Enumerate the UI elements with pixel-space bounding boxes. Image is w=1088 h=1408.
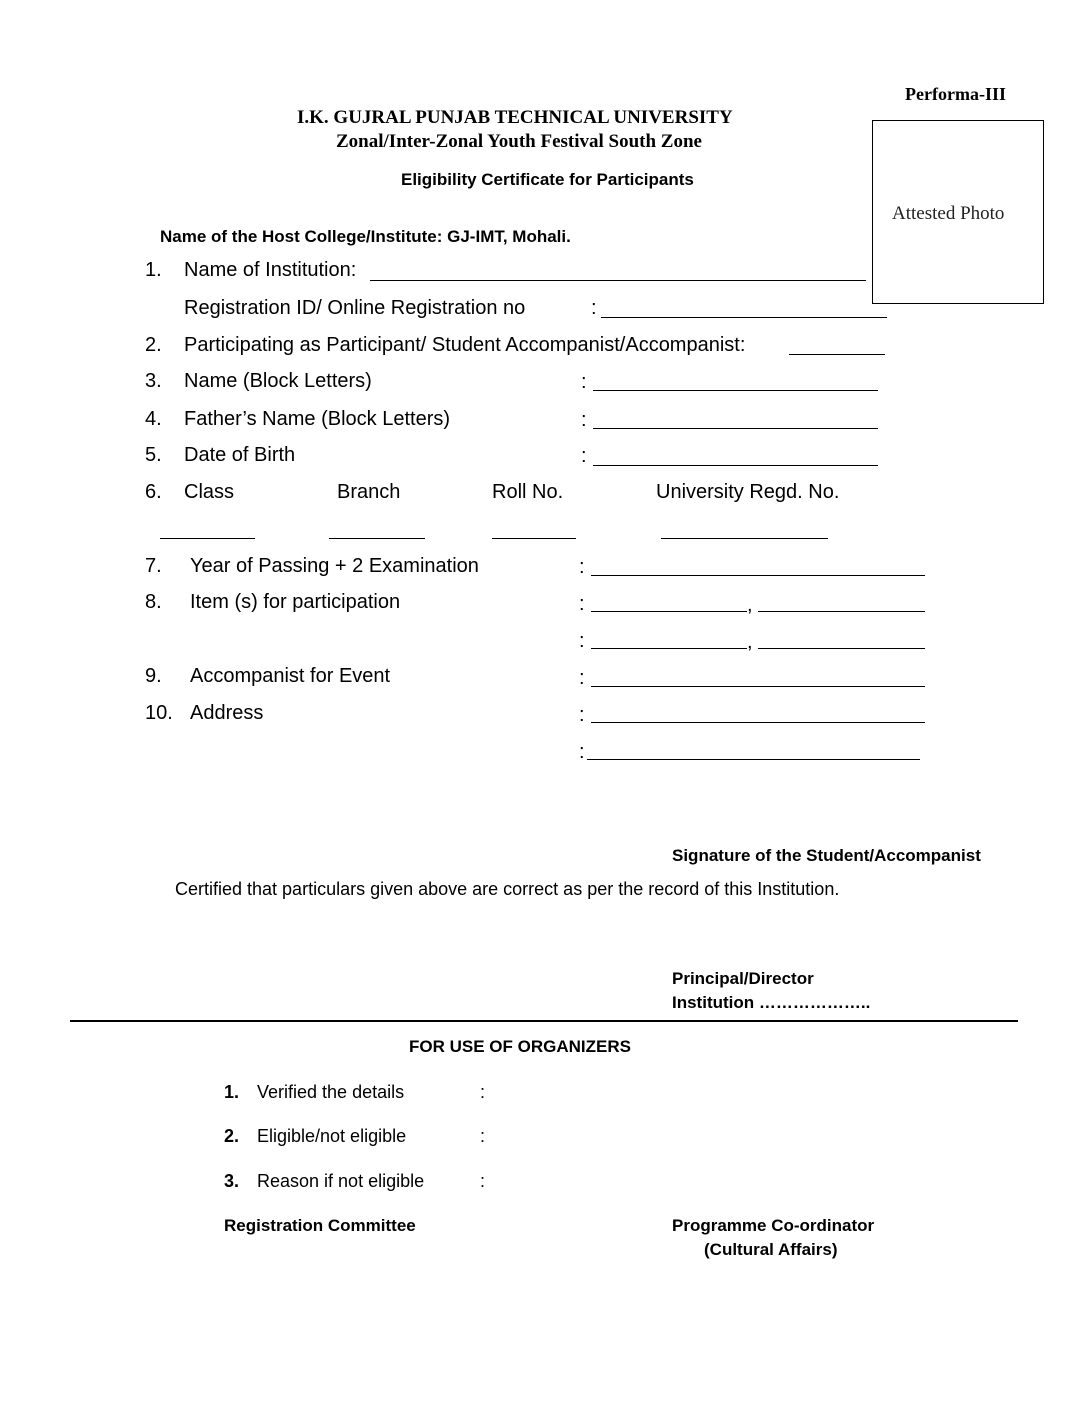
field-1-line[interactable] <box>370 280 866 281</box>
field-2-number: 2. <box>145 334 162 356</box>
organizer-item-1-number: 1. <box>224 1082 240 1102</box>
field-5-colon: : <box>581 445 587 467</box>
field-10-line-1[interactable] <box>591 722 925 723</box>
university-name: I.K. GUJRAL PUNJAB TECHNICAL UNIVERSITY <box>297 107 733 128</box>
field-2-label: Participating as Participant/ Student Accompanist/Accompanist: <box>184 334 746 356</box>
field-9-number: 9. <box>145 665 162 687</box>
field-4-label: Father’s Name (Block Letters) <box>184 408 451 430</box>
field-8-line-1a[interactable] <box>591 611 747 612</box>
field-6-roll-line[interactable] <box>492 538 576 539</box>
field-8-line-2b[interactable] <box>758 648 925 649</box>
certificate-title: Eligibility Certificate for Participants <box>401 170 694 189</box>
field-10-colon-1: : <box>579 704 585 726</box>
field-4-number: 4. <box>145 408 162 430</box>
field-6-regd-line[interactable] <box>661 538 828 539</box>
field-8-label: Item (s) for participation <box>190 591 401 613</box>
festival-name: Zonal/Inter-Zonal Youth Festival South Zone <box>336 131 702 152</box>
field-5-line[interactable] <box>593 465 878 466</box>
field-6-roll-label: Roll No. <box>492 481 564 503</box>
field-6-number: 6. <box>145 481 162 503</box>
institution-label: Institution ……………….. <box>672 993 871 1012</box>
field-8-line-1b[interactable] <box>758 611 925 612</box>
field-4-line[interactable] <box>593 428 878 429</box>
organizer-item-2-label: Eligible/not eligible <box>257 1126 407 1146</box>
organizer-item-3-colon: : <box>480 1171 486 1191</box>
organizer-item-1-colon: : <box>480 1082 486 1102</box>
programme-coordinator-label: Programme Co-ordinator <box>672 1216 875 1235</box>
field-5-label: Date of Birth <box>184 444 296 466</box>
field-1b-colon: : <box>591 297 597 319</box>
field-9-label: Accompanist for Event <box>190 665 391 687</box>
field-6-class-line[interactable] <box>160 538 255 539</box>
field-8-comma-1: , <box>747 594 753 616</box>
field-6-regd-label: University Regd. No. <box>656 481 840 503</box>
field-1-label: Name of Institution: <box>184 259 357 281</box>
field-6-branch-line[interactable] <box>329 538 425 539</box>
field-8-number: 8. <box>145 591 162 613</box>
field-10-number: 10. <box>145 702 173 724</box>
field-3-line[interactable] <box>593 390 878 391</box>
field-1b-line[interactable] <box>601 317 887 318</box>
field-4-colon: : <box>581 409 587 431</box>
section-divider <box>70 1020 1018 1022</box>
field-5-number: 5. <box>145 444 162 466</box>
field-9-line[interactable] <box>591 686 925 687</box>
field-8-colon-2: : <box>579 630 585 652</box>
photo-label: Attested Photo <box>892 203 1005 224</box>
organizer-item-3-number: 3. <box>224 1171 240 1191</box>
organizer-item-3-label: Reason if not eligible <box>257 1171 425 1191</box>
organizers-title: FOR USE OF ORGANIZERS <box>409 1037 631 1056</box>
student-signature-label: Signature of the Student/Accompanist <box>672 846 981 865</box>
organizer-item-2-colon: : <box>480 1126 486 1146</box>
field-7-number: 7. <box>145 555 162 577</box>
registration-committee-label: Registration Committee <box>224 1216 416 1235</box>
field-6-branch-label: Branch <box>337 481 401 503</box>
organizer-item-2-number: 2. <box>224 1126 240 1146</box>
performa-label: Performa-III <box>905 84 1006 104</box>
field-10-label: Address <box>190 702 264 724</box>
field-8-line-2a[interactable] <box>591 648 747 649</box>
field-6-class-label: Class <box>184 481 235 503</box>
principal-director-label: Principal/Director <box>672 969 814 988</box>
field-9-colon: : <box>579 667 585 689</box>
field-8-comma-2: , <box>747 631 753 653</box>
field-3-number: 3. <box>145 370 162 392</box>
certified-statement: Certified that particulars given above are correct as per the record of this Institution. <box>175 879 840 899</box>
field-3-colon: : <box>581 371 587 393</box>
field-7-colon: : <box>579 556 585 578</box>
host-college: Name of the Host College/Institute: GJ-IMT, Mohali. <box>160 227 571 246</box>
field-8-colon-1: : <box>579 593 585 615</box>
field-3-label: Name (Block Letters) <box>184 370 372 392</box>
field-7-line[interactable] <box>591 575 925 576</box>
field-1b-label: Registration ID/ Online Registration no <box>184 297 526 319</box>
field-10-colon-2: : <box>579 741 585 763</box>
organizer-item-1-label: Verified the details <box>257 1082 405 1102</box>
field-10-line-2[interactable] <box>587 759 920 760</box>
field-1-number: 1. <box>145 259 162 281</box>
field-7-label: Year of Passing + 2 Examination <box>190 555 479 577</box>
field-2-line[interactable] <box>789 354 885 355</box>
attested-photo-box <box>872 120 1044 304</box>
cultural-affairs-label: (Cultural Affairs) <box>704 1240 838 1259</box>
